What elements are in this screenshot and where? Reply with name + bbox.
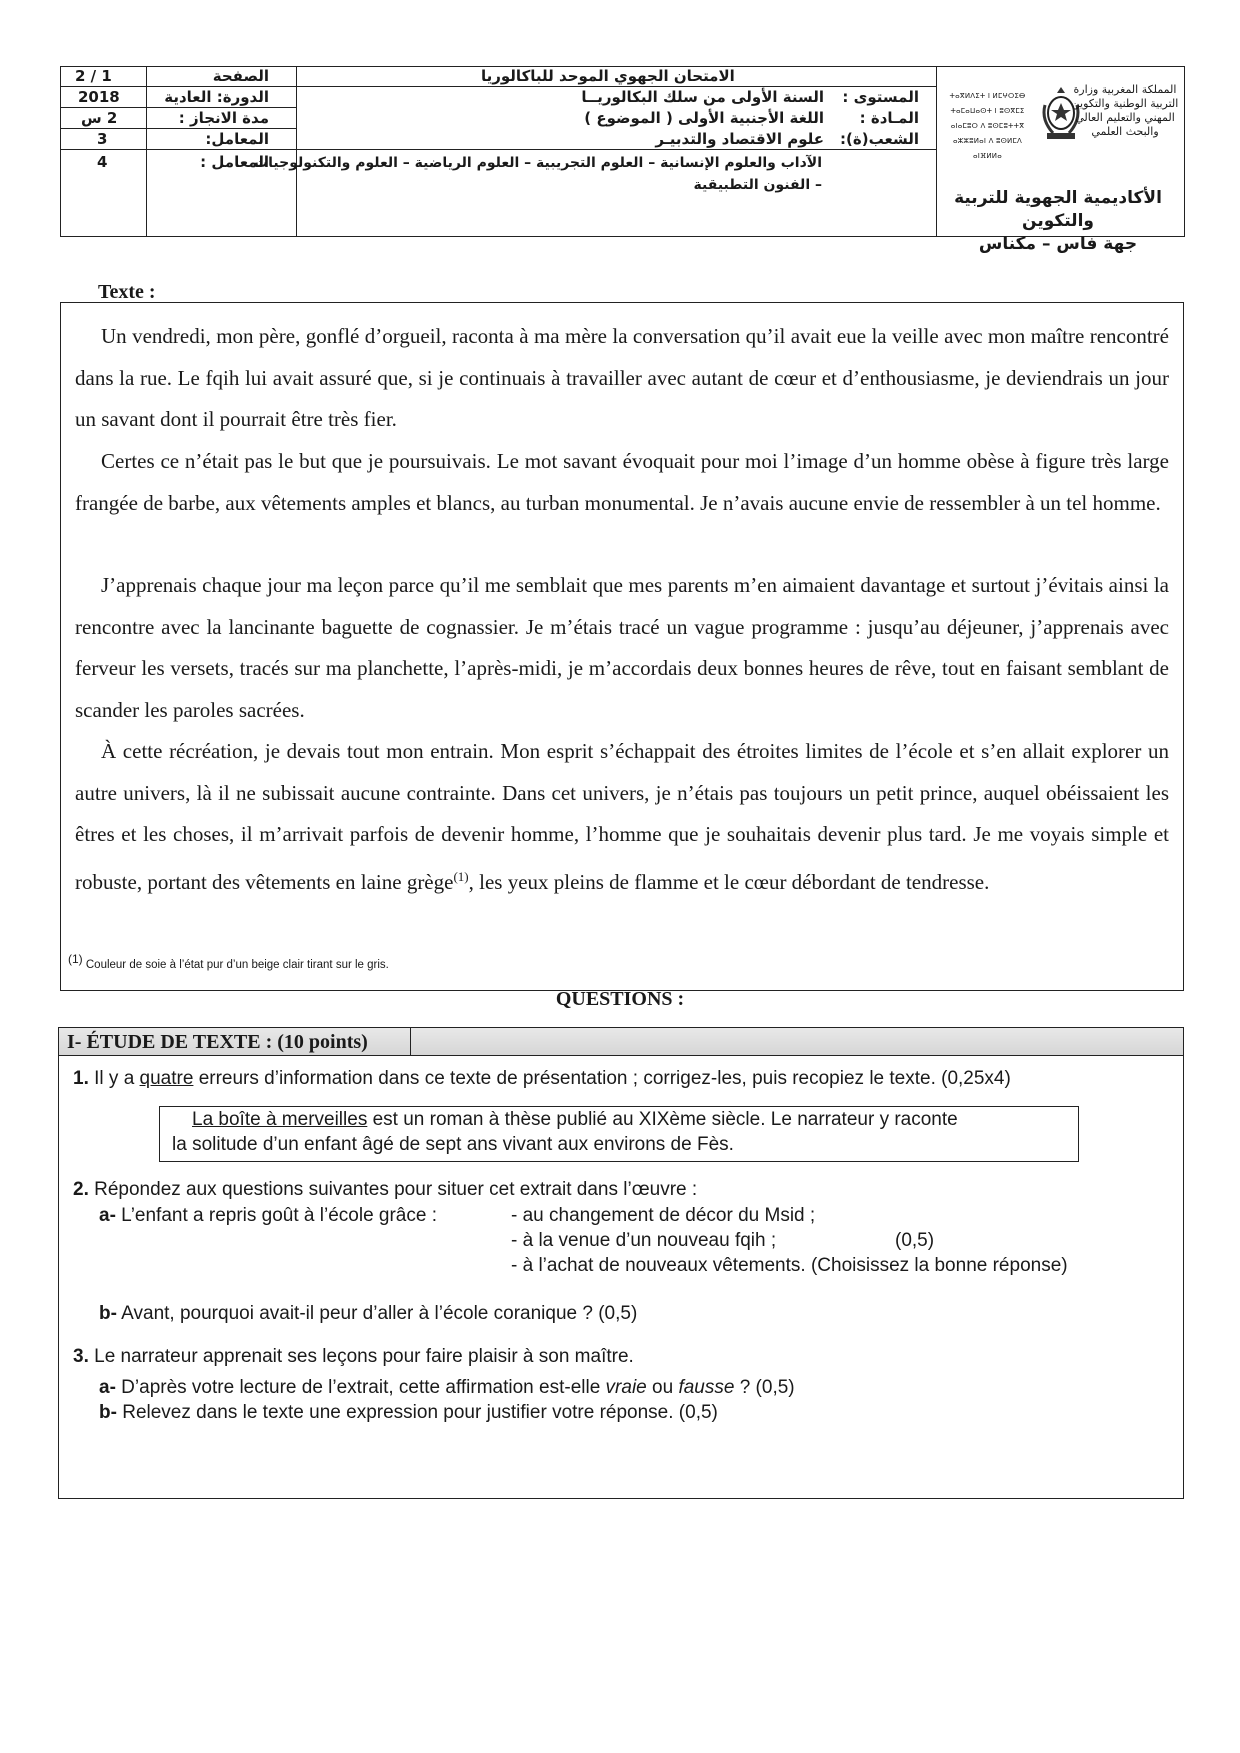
page-label: الصفحة: [212, 67, 269, 85]
question-2b-text: Avant, pourquoi avait-il peur d’aller à l’école coranique ? (0,5): [116, 1303, 638, 1324]
question-2b: [99, 1303, 637, 1325]
table-divider: [296, 86, 936, 87]
book-title: La boîte à merveilles: [192, 1109, 368, 1130]
page-number: 2 / 1: [75, 67, 112, 85]
academy-logo-area: [936, 67, 1186, 254]
duration-label: مدة الانجاز :: [178, 109, 269, 127]
footnote: [68, 952, 389, 971]
question-3a-text-1: D’après votre lecture de l’extrait, cette affirmation est-elle: [115, 1377, 606, 1398]
academy-line-2: جهة فاس – مكناس: [978, 234, 1138, 254]
presentation-line-2: la solitude d’un enfant âgé de sept ans vivant aux environs de Fès.: [172, 1134, 734, 1155]
coefficient-label-1: المعامل:: [205, 130, 269, 148]
question-3: [73, 1346, 634, 1368]
academy-name: [938, 187, 1178, 256]
question-2-number: 2.: [73, 1179, 89, 1200]
question-1-text-a: Il y a: [88, 1068, 140, 1089]
section-title-box: [59, 1028, 411, 1056]
question-2-text: Répondez aux questions suivantes pour situer cet extrait dans l’œuvre :: [88, 1179, 698, 1200]
presentation-text-box: [159, 1106, 1079, 1162]
table-divider: [61, 128, 296, 129]
presentation-line-1-rest: est un roman à thèse publié au XIXème siècle. Le narrateur y raconte: [367, 1109, 958, 1130]
subject-value: اللغة الأجنبية الأولى ( الموضوع ): [584, 109, 824, 127]
footnote-mark: (1): [68, 952, 83, 966]
exam-header: [60, 66, 1185, 254]
paragraph-4-text: À cette récréation, je devais tout mon entrain. Mon esprit s’échappait des étroites limites de l’école et s’en allait explorer un autre univers, là il ne subissait aucune contrainte. Dans cet univers, je n’étais pas toujours un petit prince, auquel obéissaient les êtres et les choses, il m’arrivait parfois de devenir homme, l’homme que je souhaitais devenir plus tard. Je me voyais simple et robuste, portant des vêtements en laine grège: [75, 739, 1169, 894]
table-divider: [146, 67, 147, 236]
session-year: 2018: [78, 88, 120, 106]
section-title: I- ÉTUDE DE TEXTE : (10 points): [67, 1031, 368, 1053]
level-value: السنة الأولى من سلك البكالوريــا: [581, 88, 824, 106]
question-3a-letter: a-: [99, 1377, 116, 1398]
option-3: - à l’achat de nouveaux vêtements. (Choisissez la bonne réponse): [511, 1255, 1068, 1276]
presentation-line-1: [192, 1109, 958, 1131]
coefficient-label-2: المعامل :: [200, 153, 269, 171]
question-3a: [99, 1377, 795, 1399]
duration-value: 2 س: [81, 109, 118, 127]
text-box: [60, 302, 1184, 991]
question-3-text: Le narrateur apprenait ses leçons pour faire plaisir à son maître.: [88, 1346, 634, 1367]
exam-title: الامتحان الجهوي الموحد للباكالوريا: [481, 67, 735, 85]
section-header-bar: [59, 1028, 1183, 1056]
question-2a: [99, 1205, 437, 1227]
table-divider: [61, 107, 296, 108]
stream-label: الشعب(ة):: [840, 130, 919, 148]
option-1: - au changement de décor du Msid ;: [511, 1205, 816, 1226]
table-divider: [296, 67, 297, 236]
question-2a-letter: a-: [99, 1205, 116, 1226]
option-2: - à la venue d’un nouveau fqih ;: [511, 1230, 777, 1251]
question-1-underlined: quatre: [139, 1068, 194, 1089]
academy-line-1: الأكاديمية الجهوية للتربية والتكوين: [954, 188, 1162, 231]
questions-box: [58, 1027, 1184, 1499]
question-1-text-b: erreurs d’information dans ce texte de présentation ; corrigez-les, puis recopiez le texte. (0,25x4): [193, 1068, 1011, 1089]
question-3b-text: Relevez dans le texte une expression pour justifier votre réponse. (0,5): [116, 1402, 718, 1423]
level-label: المستوى :: [842, 88, 919, 106]
footnote-reference: (1): [453, 868, 469, 884]
question-3a-text-2: ? (0,5): [734, 1377, 795, 1398]
paragraph-1: Un vendredi, mon père, gonflé d’orgueil, raconta à ma mère la conversation qu’il avait eue la veille avec mon maître rencontré dans la rue. Le fqih lui avait assuré que, si je continuais à travailler avec autant de cœur et d’enthousiasme, je deviendrais un jour un savant dont il pourrait être très fier.: [75, 324, 1169, 431]
footnote-text: Couleur de soie à l’état pur d’un beige clair tirant sur le gris.: [82, 958, 389, 971]
paragraph-4: [75, 731, 1169, 903]
session-label: الدورة: العادية: [164, 88, 269, 106]
coefficient-value-2: 4: [97, 153, 108, 171]
stream-value-1: علوم الاقتصاد والتدبيـر: [655, 130, 824, 148]
stream-value-2-cont: – الفنون التطبيقية: [693, 177, 822, 193]
paragraph-3: J’apprenais chaque jour ma leçon parce qu’il me semblait que mes parents m’en aimaient davantage et surtout j’évitais ainsi la rencontre avec la lancinante baguette de cognassier. Je m’étais tracé un vague programme : jusqu’au déjeuner, j’apprenais avec ferveur les versets, tracés sur ma planchette, l’après-midi, je m’accordais deux bonnes heures de rêve, tout en faisant semblant de scander les paroles sacrées.: [75, 573, 1169, 722]
question-2b-letter: b-: [99, 1303, 117, 1324]
answer-fausse: fausse: [678, 1377, 735, 1398]
ministry-name: المملكة المغربية وزارة التربية الوطنية والتكوين المهني والتعليم العالي والبحث العلمي: [1071, 83, 1179, 138]
option-2-points: (0,5): [895, 1230, 935, 1251]
table-divider: [61, 149, 936, 150]
subject-label: المـادة :: [859, 109, 919, 127]
table-divider: [61, 86, 296, 87]
text-label: Texte :: [98, 281, 156, 303]
question-2a-text: L’enfant a repris goût à l’école grâce :: [115, 1205, 437, 1226]
question-3b: [99, 1402, 718, 1424]
ministry-name-tifinagh: ⵜⴰⴳⵍⴷⵉⵜ ⵏ ⵍⵎⵖⵔⵉⴱ ⵜⴰⵎⴰⵡⴰⵙⵜ ⵏ ⵓⵙⴳⵎⵉ ⴰⵏⴰⵎⵓⵔ ⴷ ⵓⵙⵎⵓⵜⵜⴳ ⴰⵣⵣⵓⵍⴰⵏ ⴷ ⵓⵙⵍⵎⴷ ⴰⵏⴼⵍⵍⴰ: [949, 92, 1026, 160]
paragraph-2: Certes ce n’était pas le but que je poursuivais. Le mot savant évoquait pour moi l’image d’un homme obèse à figure très large frangée de barbe, aux vêtements amples et blancs, au turban monumental. Je n’avais aucune envie de ressembler à un tel homme.: [75, 449, 1169, 515]
coefficient-value-1: 3: [97, 130, 108, 148]
paragraph-4-end: , les yeux pleins de flamme et le cœur débordant de tendresse.: [468, 869, 990, 894]
questions-title: QUESTIONS :: [555, 988, 685, 1010]
question-2: [73, 1179, 697, 1201]
answer-vraie: vraie: [605, 1377, 647, 1398]
question-1-number: 1.: [73, 1068, 89, 1089]
question-1: [73, 1068, 1011, 1090]
stream-value-2: الآداب والعلوم الإنسانية – العلوم التجريبية – العلوم الرياضية – العلوم والتكنولوجيات: [254, 155, 822, 171]
question-3-number: 3.: [73, 1346, 89, 1367]
question-3a-ou: ou: [646, 1377, 679, 1398]
question-3b-letter: b-: [99, 1402, 117, 1423]
